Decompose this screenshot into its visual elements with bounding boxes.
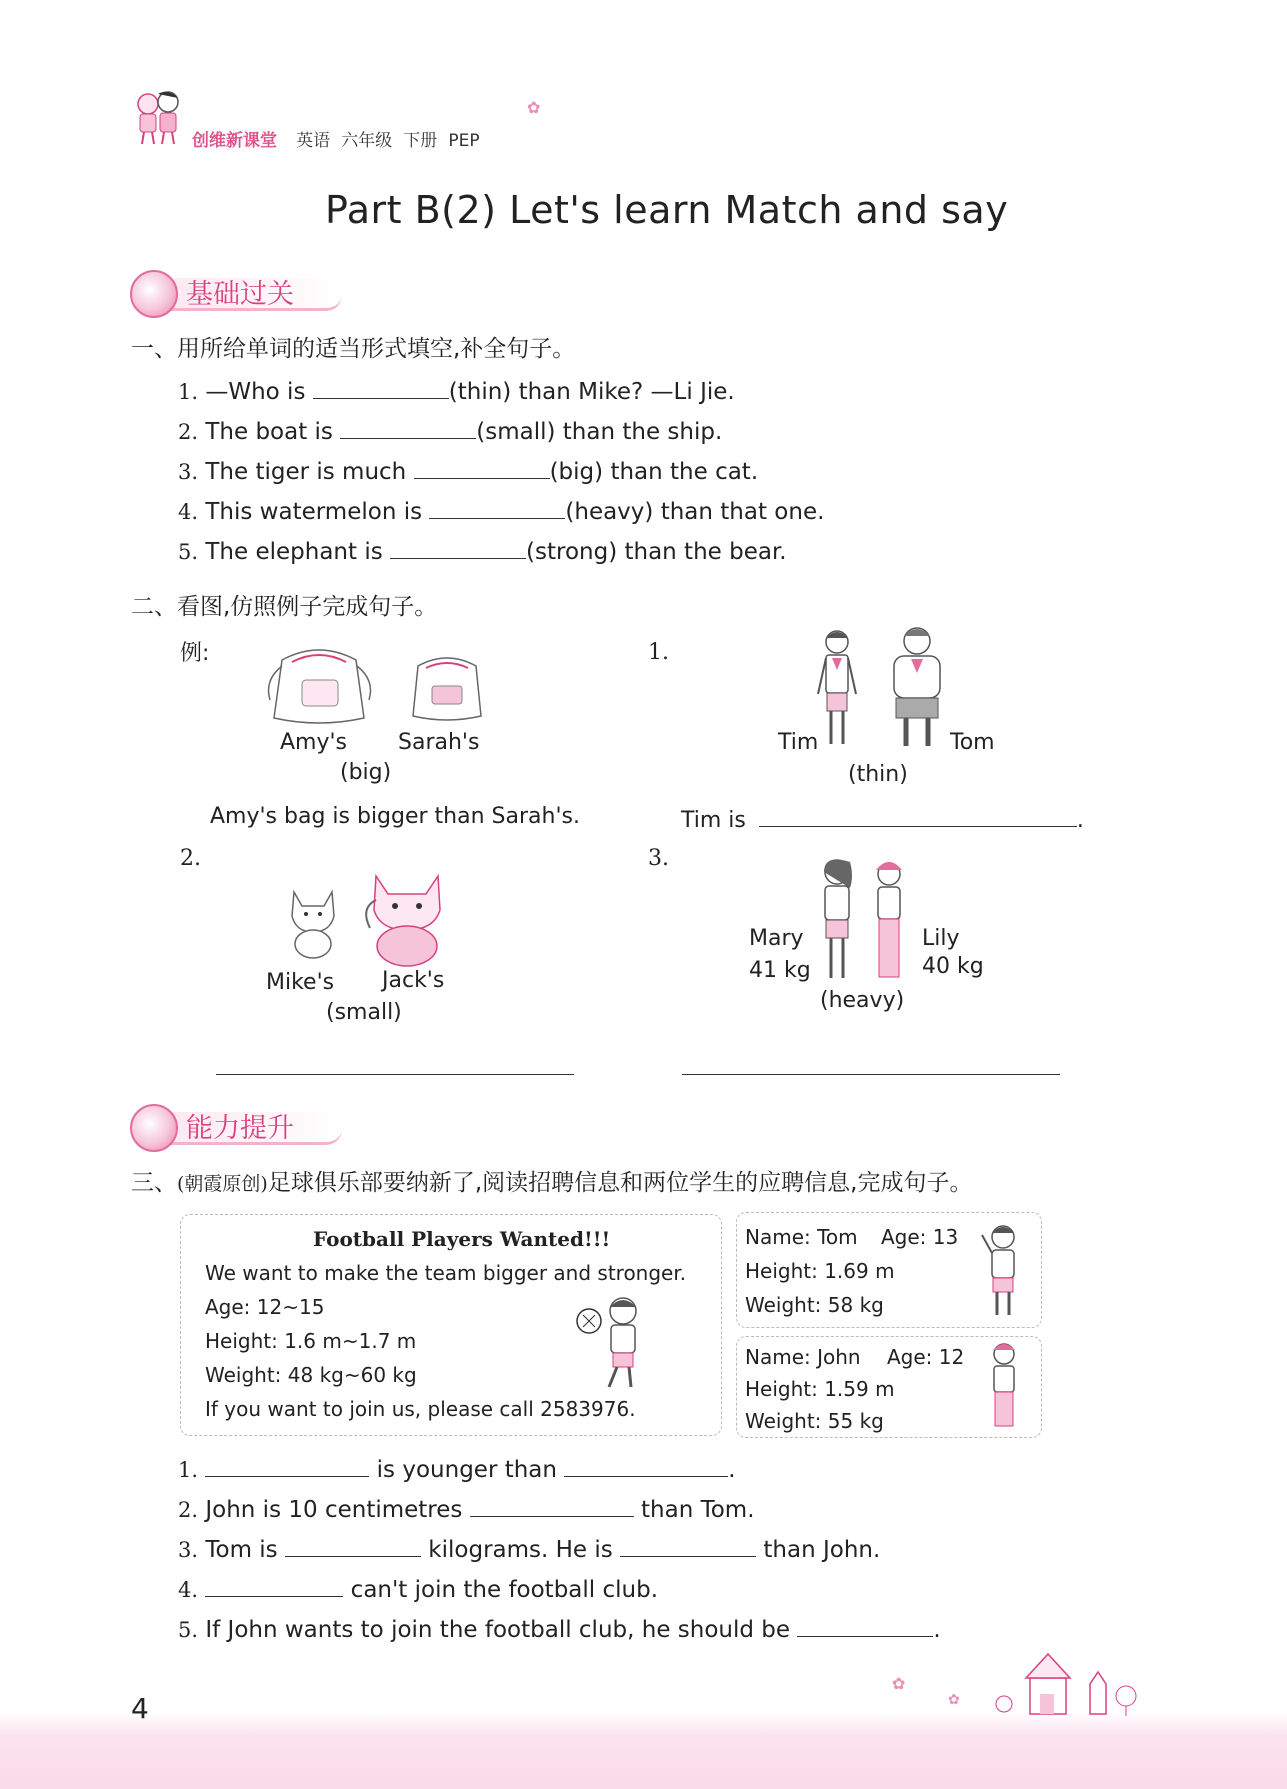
q1-item-1: 1. —Who is (thin) than Mike? —Li Jie. xyxy=(178,376,735,405)
q2-item-1-left-caption: Tim xyxy=(778,730,819,755)
example-hint: (big) xyxy=(340,760,392,785)
small-bag-illustration xyxy=(408,652,486,724)
q2-item-2-right-caption: Jack's xyxy=(382,968,445,993)
tom-name: Name: Tom xyxy=(745,1225,858,1249)
recruitment-ad-box xyxy=(180,1214,722,1436)
section-label-basic: 基础过关 xyxy=(186,279,294,310)
john-height: Height: 1.59 m xyxy=(745,1377,895,1401)
ad-line: Age: 12~15 xyxy=(205,1295,325,1319)
answer-blank[interactable] xyxy=(390,536,526,559)
john-weight: Weight: 55 kg xyxy=(745,1409,884,1433)
page-number: 4 xyxy=(131,1692,149,1725)
john-name: Name: John xyxy=(745,1345,861,1369)
tom-boy-illustration xyxy=(882,626,952,754)
q2-item-3-right-name: Lily xyxy=(922,926,960,951)
flower-decoration-icon: ✿ xyxy=(948,1692,960,1708)
q2-item-3-number: 3. xyxy=(648,846,669,871)
q2-item-2-left-caption: Mike's xyxy=(266,970,335,995)
header-illustration xyxy=(128,86,188,146)
q1-item-3: 3. The tiger is much (big) than the cat. xyxy=(178,456,758,485)
tim-boy-illustration xyxy=(812,628,862,754)
tom-weight: Weight: 58 kg xyxy=(745,1293,884,1317)
example-right-caption: Sarah's xyxy=(398,730,480,755)
section-badge-basic xyxy=(130,270,350,310)
q3-item-5: 5. If John wants to join the football club, he should be . xyxy=(178,1614,941,1643)
answer-blank[interactable] xyxy=(620,1534,756,1557)
header-brand: 创维新课堂 xyxy=(192,131,277,151)
john-age: Age: 12 xyxy=(887,1345,965,1369)
football-boy-illustration xyxy=(575,1293,655,1391)
footer-band xyxy=(0,1712,1287,1789)
header-subject: 英语 xyxy=(296,131,331,151)
q2-item-3-right-weight: 40 kg xyxy=(922,954,984,979)
flower-decoration-icon: ✿ xyxy=(527,98,541,117)
question-2-heading: 二、看图,仿照例子完成句子。 xyxy=(131,594,438,620)
ad-line: If you want to join us, please call 2583976. xyxy=(205,1397,636,1421)
q2-item-1-number: 1. xyxy=(648,640,669,665)
q2-item-2-hint: (small) xyxy=(326,1000,402,1025)
answer-blank[interactable] xyxy=(285,1534,421,1557)
answer-blank[interactable] xyxy=(564,1454,728,1477)
answer-blank[interactable] xyxy=(340,416,476,439)
header-grade: 六年级 xyxy=(341,131,393,151)
answer-line[interactable] xyxy=(682,1074,1060,1075)
question-3-tag: (朝霞原创) xyxy=(177,1173,268,1195)
answer-blank[interactable] xyxy=(205,1574,343,1597)
q2-item-2-number: 2. xyxy=(180,846,201,871)
page-title: Part B(2) Let's learn Match and say xyxy=(325,188,1009,232)
lily-girl-illustration xyxy=(868,858,910,984)
q3-item-1: 1. is younger than . xyxy=(178,1454,736,1483)
section-badge-advanced xyxy=(130,1104,350,1144)
answer-line[interactable] xyxy=(216,1074,574,1075)
tom-boy-illustration xyxy=(977,1223,1027,1321)
flower-decoration-icon: ✿ xyxy=(892,1674,906,1693)
q2-item-1-sentence: Tim is . xyxy=(681,804,1084,833)
smiley-badge-icon xyxy=(130,270,178,318)
q2-item-3-left-name: Mary xyxy=(749,926,804,951)
ad-line: Height: 1.6 m~1.7 m xyxy=(205,1329,417,1353)
tom-height: Height: 1.69 m xyxy=(745,1259,895,1283)
header-volume: 下册 xyxy=(403,131,438,151)
q3-item-3: 3. Tom is kilograms. He is than John. xyxy=(178,1534,880,1563)
john-boy-illustration xyxy=(983,1341,1025,1433)
ad-line: We want to make the team bigger and stronger. xyxy=(205,1261,687,1285)
ad-line: Weight: 48 kg~60 kg xyxy=(205,1363,417,1387)
castle-decoration-icon xyxy=(990,1650,1150,1718)
john-info-card xyxy=(736,1336,1042,1438)
answer-blank[interactable] xyxy=(759,804,1077,827)
q3-item-4: 4. can't join the football club. xyxy=(178,1574,658,1603)
answer-blank[interactable] xyxy=(205,1454,369,1477)
q2-item-1-right-caption: Tom xyxy=(950,730,995,755)
header-edition: PEP xyxy=(448,131,480,151)
question-1-heading: 一、用所给单词的适当形式填空,补全句子。 xyxy=(131,336,576,362)
big-cat-illustration xyxy=(362,868,452,968)
answer-blank[interactable] xyxy=(470,1494,634,1517)
big-bag-illustration xyxy=(262,640,377,728)
question-3-heading: 三、(朝霞原创)足球俱乐部要纳新了,阅读招聘信息和两位学生的应聘信息,完成句子。 xyxy=(131,1170,973,1196)
answer-blank[interactable] xyxy=(414,456,550,479)
ad-title: Football Players Wanted!!! xyxy=(313,1227,611,1251)
section-label-advanced: 能力提升 xyxy=(186,1113,294,1144)
q2-item-3-left-weight: 41 kg xyxy=(749,958,811,983)
answer-blank[interactable] xyxy=(797,1614,933,1637)
tom-info-card xyxy=(736,1212,1042,1328)
smiley-badge-icon xyxy=(130,1104,178,1152)
answer-blank[interactable] xyxy=(313,376,449,399)
q2-item-3-hint: (heavy) xyxy=(820,988,905,1013)
small-cat-illustration xyxy=(284,882,342,960)
mary-girl-illustration xyxy=(814,856,860,986)
example-sentence: Amy's bag is bigger than Sarah's. xyxy=(210,804,580,829)
q2-item-1-hint: (thin) xyxy=(848,762,908,787)
example-label: 例: xyxy=(180,641,210,666)
q1-item-2: 2. The boat is (small) than the ship. xyxy=(178,416,722,445)
example-left-caption: Amy's xyxy=(280,730,348,755)
q1-item-4: 4. This watermelon is (heavy) than that one. xyxy=(178,496,824,525)
q1-item-5: 5. The elephant is (strong) than the bear. xyxy=(178,536,787,565)
header-text xyxy=(192,126,480,151)
answer-blank[interactable] xyxy=(429,496,565,519)
tom-age: Age: 13 xyxy=(881,1225,959,1249)
q3-item-2: 2. John is 10 centimetres than Tom. xyxy=(178,1494,755,1523)
